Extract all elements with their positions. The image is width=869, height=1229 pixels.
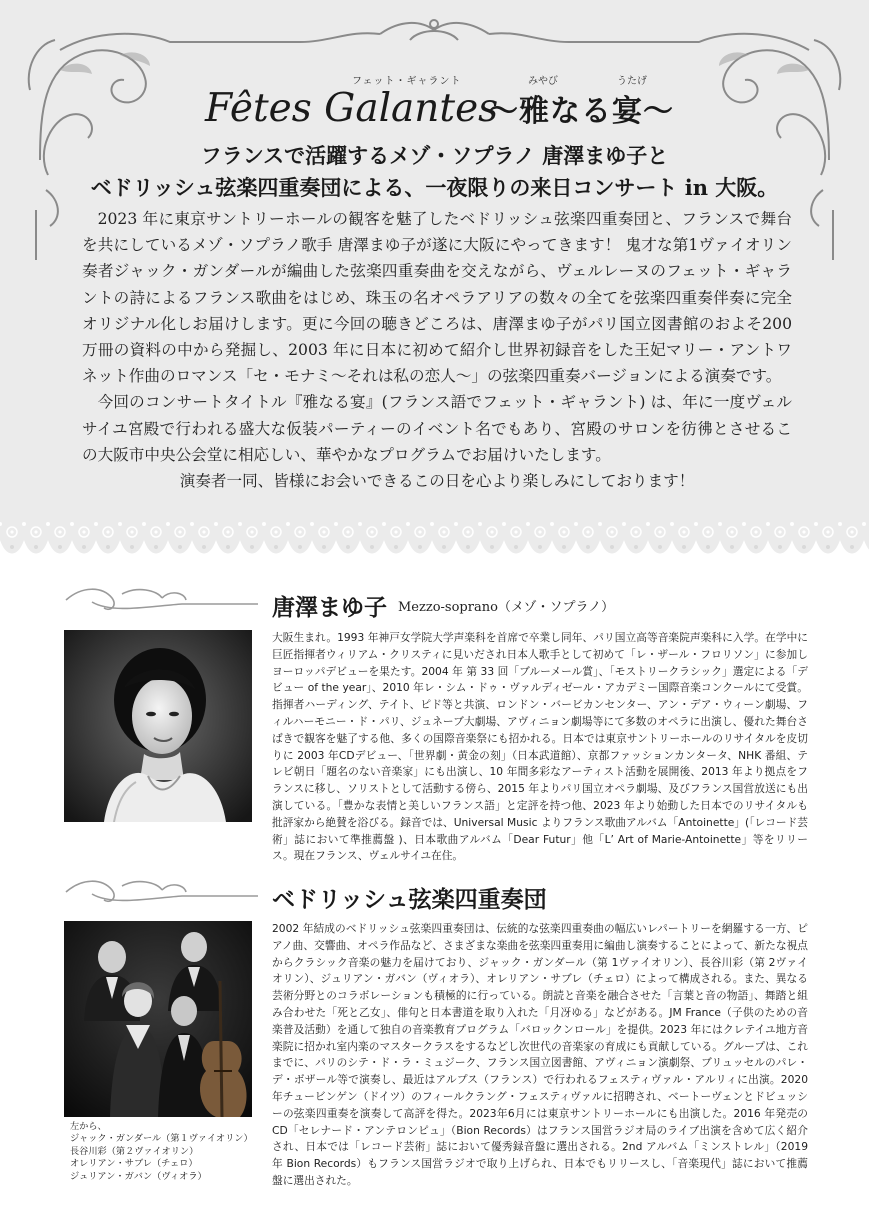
quartet-bio	[272, 921, 808, 1190]
caption-line: オレリアン・サブレ（チェロ）	[70, 1158, 198, 1170]
quartet-bio-text: 2002 年結成のベドリッシュ弦楽四重奏団は、伝統的な弦楽四重奏曲の幅広いレパートリーを網羅する一方、ピアノ曲、交響曲、オペラ作品など、さまざまな楽曲を弦楽四重奏用に編曲し演奏することによって、新たな視点からクラシック音楽の魅力を届けており、ジャック・ガンダール（第 1ヴァイオリン）、長谷川彩（第 2ヴァイオリン）、ジュリアン・ガバン（ヴィオラ）、オレリアン・サブレ（チェロ）によって構成される。また、異なる芸術分野とのコラボレーションも積極的に行っている。朗読と音楽を融合させた「言葉と音の物語」、舞踏と組み合わせた「死と乙女」、俳句と日本書道を取り入れた「月冴ゆる」などがある。JM France（子供のための音楽普及活動）を通して独自の音楽教育プログラム「バロックンロール」を提供。2023 年にはクレテイユ地方音楽院に招かれ室内楽のマスタークラスをするなどし次世代の音楽家の育成にも貢献している。グループは、これまでに、パリのシテ・ド・ラ・ミュジーク、フランス国立図書館、アヴィニョン演劇祭、ブリュッセルのパレ・デ・ボザール等で演奏し、最近はアルプス（フランス）で行われるフェスティヴァル・アルリィに出演。2020 年チュービンゲン（ドイツ）のフィールクラング・フェスティヴァルに招聘され、ベートーヴェンとドビュッシーの弦楽四重奏を演奏して高評を得た。2023年6月には東京サントリーホールにも出演した。2016 年発売の CD「セレナード・アンテロンピュ」（Bion Records）はフランス国営ラジオ局のライブ出演を含めて広く紹介され、日本では「レコード芸術」誌において優秀録音盤に選出される。2nd アルバム「ミンストレル」（2019 年 Bion Records）もフランス国営ラジオで取り上げられ、日本でもリリースし、「音楽現代」誌において推薦盤に選出された。	[272, 922, 808, 1187]
lace-border	[0, 518, 869, 566]
caption-line: ジャック・ガンダール（第１ヴァイオリン）	[70, 1133, 253, 1145]
singer-portrait-image	[64, 630, 252, 822]
singer-photo	[64, 630, 252, 822]
caption-line: ジュリアン・ガバン（ヴィオラ）	[70, 1170, 207, 1182]
intro-paragraph-1: 2023 年に東京サントリーホールの観客を魅了したベドリッシュ弦楽四重奏団と、フランスで舞台を共にしているメゾ・ソプラノ歌手 唐澤まゆ子が遂に大阪にやってきます！ 鬼才な第1ヴァイオリン奏者ジャック・ガンダールが編曲した弦楽四重奏曲を交えながら、ヴェルレーヌのフェット・ギャラントの詩によるフランス歌曲をはじめ、珠玉の名オペラアリアの数々の全てを弦楽四重奏伴奏に完全オリジナル化しお届けします。更に今回の聴きどころは、唐澤まゆ子がパリ国立図書館のおよそ200万冊の資料の中から発掘し、2003 年に日本に初めて紹介し世界初録音をした王妃マリー・アントワネット作曲のロマンス「セ・モナミ〜それは私の恋人〜」の弦楽四重奏バージョンによる演奏です。	[82, 210, 792, 386]
quartet-name: ベドリッシュ弦楽四重奏団	[272, 886, 547, 913]
intro-closing: 演奏者一同、皆様にお会いできるこの日を心より楽しみにしております！	[179, 472, 695, 491]
subtitle-line-1: フランスで活躍するメゾ・ソプラノ 唐澤まゆ子と	[200, 143, 669, 168]
title-latin-ruby: フェット・ギャラント	[352, 76, 462, 87]
singer-bio	[272, 630, 808, 865]
singer-bio-text: 大阪生まれ。1993 年神戸女学院大学声楽科を首席で卒業し同年、パリ国立高等音楽院声楽科に入学。在学中に巨匠指揮者ウィリアム・クリスティに見いだされ日本人歌手として初めて「レ・ザール・フロリソン」に参加しヨーロッパデビューを果たす。2004 年 第 33 回「ブルーメール賞」、「モストリークラシック」選定による「デビュー of the year」、2010 年レ・シム・ドゥ・ヴァルディゼール・アカデミー国際音楽コンクールにて受賞。指揮者ハーディング、テイト、ピド等と共演、ロンドン・バービカンセンター、アン・デア・ウィーン劇場、フィルハーモニー・ド・パリ、ジュネーブ大劇場、アヴィニョン劇場等にて多数のオペラに出演し、優れた舞台さばきで観客を魅了する他、多くの国際音楽祭にも招かれる。日本では東京サントリーホールのリサイタルを皮切りに 2003 年CDデビュー、「世界劇・黄金の刻」（日本武道館）、京都ファッションカンタータ、NHK 番組、テレビ朝日「題名のない音楽家」にも出演し、10 年間多彩なアーティスト活動を展開後、2013 年より拠点をフランスに移し、ソリストとして活動する傍ら、2015 年よりパリ国立オペラ劇場、及びフランス国営放送にも出演している。「豊かな表情と美しいフランス語」と定評を持つ他、2023 年より始動した日本でのリサイタルも批評家から絶賛を浴びる。録音では、Universal Music よりフランス歌曲アルバム「Antoinette」(「レコード芸術」誌において準推薦盤 )、日本歌曲アルバム「Dear Futur」他「L’ Art of Marie-Antoinette」等をリリース。現在フランス、ヴェルサイユ在住。	[272, 631, 808, 863]
title-jp-ruby-1: みやび	[528, 76, 558, 87]
subtitle-line-2: ベドリッシュ弦楽四重奏団による、一夜限りの来日コンサート in 大阪。	[90, 175, 779, 200]
title-row	[0, 72, 869, 132]
title-jp-ruby-2: うたげ	[617, 76, 647, 87]
singer-ornament	[62, 580, 262, 620]
intro-text	[82, 206, 792, 494]
quartet-caption	[70, 1121, 253, 1183]
caption-line: 長谷川彩（第２ヴァイオリン）	[70, 1145, 199, 1157]
singer-name: 唐澤まゆ子	[272, 594, 387, 621]
quartet-group-image	[64, 921, 252, 1117]
caption-line: 左から、	[70, 1121, 107, 1132]
quartet-ornament	[62, 872, 262, 912]
title-latin: Fêtes Galantes	[205, 86, 499, 131]
singer-role: Mezzo-soprano（メゾ・ソプラノ）	[398, 600, 615, 615]
quartet-photo	[64, 921, 252, 1117]
title-jp: 〜雅なる宴〜	[488, 94, 674, 129]
intro-paragraph-2: 今回のコンサートタイトル『雅なる宴』(フランス語でフェット・ギャラント) は、年に一度ヴェルサイユ宮殿で行われる盛大な仮装パーティーのイベント名でもあり、宮殿のサロンを彷彿とさせるこの大阪市中央公会堂に相応しい、華やかなプログラムでお届けいたします。	[82, 393, 792, 464]
